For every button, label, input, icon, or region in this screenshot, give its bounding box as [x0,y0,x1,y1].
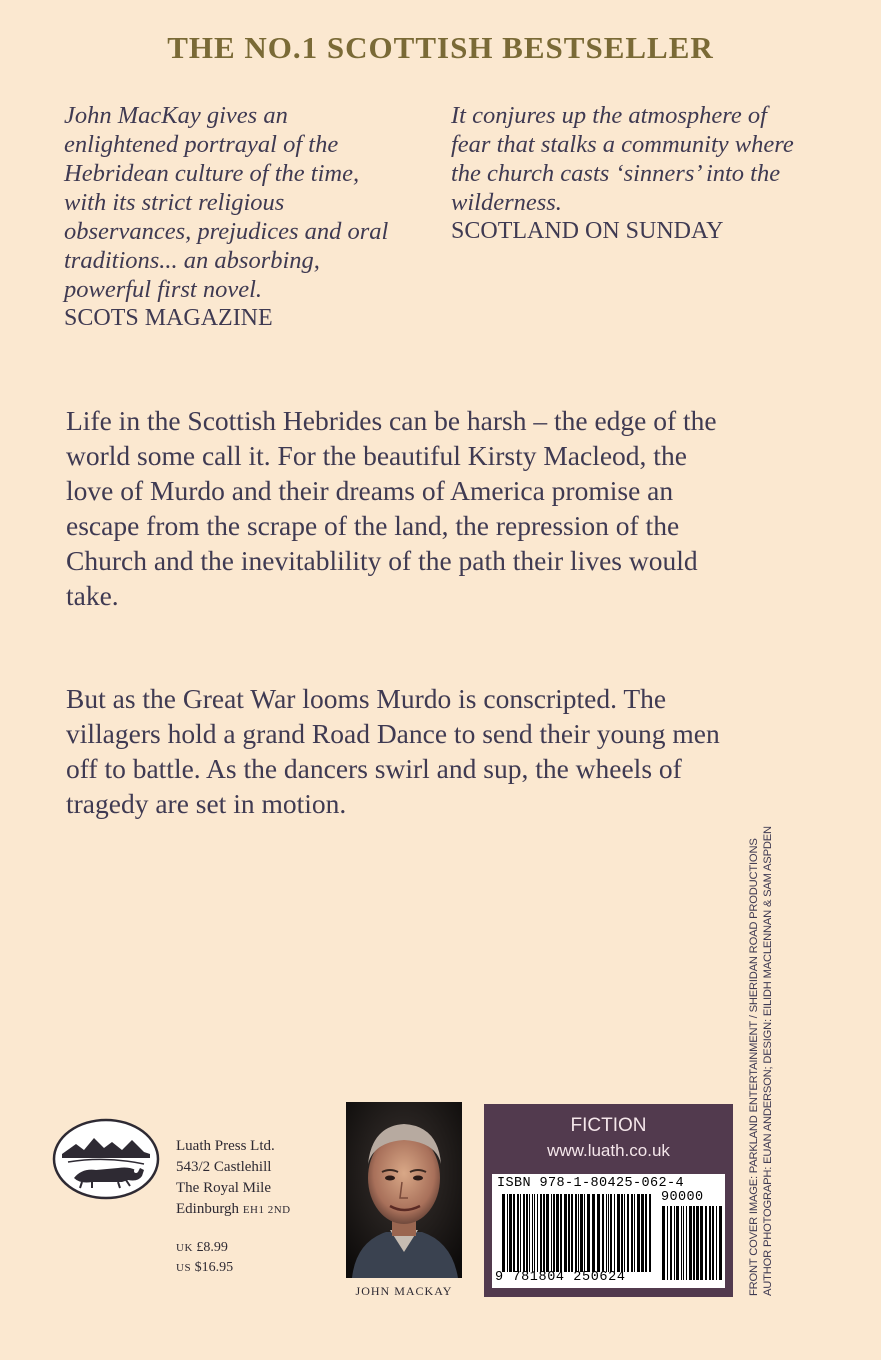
barcode-bar [509,1194,512,1272]
barcode-bar [526,1194,528,1272]
barcode-panel [492,1174,725,1288]
barcode-bar [705,1206,707,1280]
barcode-bar [627,1194,629,1272]
author-photo [346,1102,462,1278]
barcode-bar [560,1194,562,1272]
barcode-bar [634,1194,635,1272]
address-line [176,1199,291,1221]
barcode-bar [556,1194,559,1272]
barcode-bar [614,1194,615,1272]
barcode-bar [575,1194,577,1272]
review-quote [64,101,404,333]
isbn-number: ISBN 978-1-80425-062-4 [497,1176,685,1191]
barcode-bar [624,1194,625,1272]
barcode-bar [696,1206,699,1280]
credit-line: FRONT COVER IMAGE: PARKLAND ENTERTAINMENT / SHERIDAN ROAD PRODUCTIONS [748,838,760,1296]
barcode-bar [709,1206,711,1280]
genre-label: FICTION [570,1115,647,1136]
barcode-bar [553,1194,555,1272]
barcode-bar [681,1206,682,1280]
barcode-bar [683,1206,684,1280]
quote-source: SCOTS MAGAZINE [64,305,273,331]
barcode-digits: 9 781804 250624 [495,1270,626,1285]
postcode: EH1 2ND [242,1204,291,1216]
barcode-bar [571,1194,573,1272]
barcode-bar [540,1194,542,1272]
barcode-bar [587,1194,590,1272]
barcode-bar [674,1206,675,1280]
address-line: The Royal Mile [176,1180,271,1196]
barcode-bar [662,1206,665,1280]
currency: UK [176,1242,193,1254]
barcode-bar [610,1194,612,1272]
barcode-bar [693,1206,695,1280]
quote-text: It conjures up the atmosphere of fear that stalks a community where the church casts ‘sinners’ into the wilderness. [451,102,794,216]
blurb-paragraph: But as the Great War looms Murdo is conscripted. The villagers hold a grand Road Dance to send their young men off to battle. As the dancers swirl and sup, the wheels of tragedy are set in motion. [66,683,720,819]
publisher-address [176,1136,291,1221]
barcode-bar [637,1194,640,1272]
barcode-bar [532,1194,533,1272]
barcode-bar [551,1194,552,1272]
barcode-bar [592,1194,595,1272]
barcode-bar [580,1194,583,1272]
barcode-bar [645,1194,647,1272]
credit-line: AUTHOR PHOTOGRAPH: EUAN ANDERSON; DESIGN: EILIDH MACLENNAN & SAM ASPDEN [762,826,774,1296]
author-caption: JOHN MACKAY [355,1284,453,1298]
barcode-bar [641,1194,644,1272]
barcode-bar [689,1206,692,1280]
barcode-bar [568,1194,570,1272]
barcode-bar [584,1194,585,1272]
barcode-bar [649,1194,651,1272]
barcode-bar [564,1194,567,1272]
prices [176,1238,233,1278]
barcode-bar [517,1194,519,1272]
price-row [176,1238,233,1258]
barcode-bar [513,1194,515,1272]
barcode-bar [716,1206,717,1280]
barcode [502,1194,652,1272]
barcode-bar [534,1194,535,1272]
blurb-paragraph: Life in the Scottish Hebrides can be harsh – the edge of the world some call it. For the beautiful Kirsty Macleod, the love of Murdo and their dreams of America promise an escape from the scrape of the land, the repression of the Church and the inevitablility of the path their lives would take. [66,405,717,611]
headline: THE NO.1 SCOTTISH BESTSELLER [167,30,714,65]
barcode-bar [621,1194,623,1272]
barcode-bar [546,1194,549,1272]
barcode-addon-number: 90000 [661,1190,704,1205]
barcode-addon [662,1206,722,1280]
barcode-bar [502,1194,505,1272]
barcode-bar [602,1194,604,1272]
barcode-bar [608,1194,609,1272]
publisher-url: www.luath.co.uk [547,1141,670,1160]
barcode-bar [537,1194,538,1272]
review-quote [451,101,801,246]
barcode-bar [597,1194,600,1272]
barcode-bar [606,1194,607,1272]
barcode-bar [667,1206,668,1280]
barcode-bar [578,1194,579,1272]
fiction-box [484,1104,733,1297]
barcode-bar [712,1206,714,1280]
address-line: 543/2 Castlehill [176,1159,272,1175]
barcode-bar [617,1194,620,1272]
barcode-bar [543,1194,545,1272]
barcode-bar [507,1194,508,1272]
currency: US [176,1262,192,1274]
cover-credits [747,826,775,1296]
barcode-bar [719,1206,722,1280]
barcode-bar [631,1194,633,1272]
barcode-bar [670,1206,672,1280]
amount: $16.95 [194,1260,234,1275]
publisher-name: Luath Press Ltd. [176,1138,275,1154]
barcode-bar [520,1194,521,1272]
price-row [176,1258,233,1278]
barcode-bar [529,1194,530,1272]
barcode-bar [700,1206,703,1280]
quote-text: John MacKay gives an enlightened portrayal of the Hebridean culture of the time, with its strict religious observances, prejudices and oral traditions... an absorbing, powerful first novel. [64,102,389,303]
barcode-bar [523,1194,525,1272]
luath-press-logo [52,1118,160,1200]
barcode-bar [676,1206,679,1280]
quote-source: SCOTLAND ON SUNDAY [451,218,724,244]
barcode-bar [686,1206,687,1280]
amount: £8.99 [196,1240,228,1255]
city: Edinburgh [176,1201,240,1217]
